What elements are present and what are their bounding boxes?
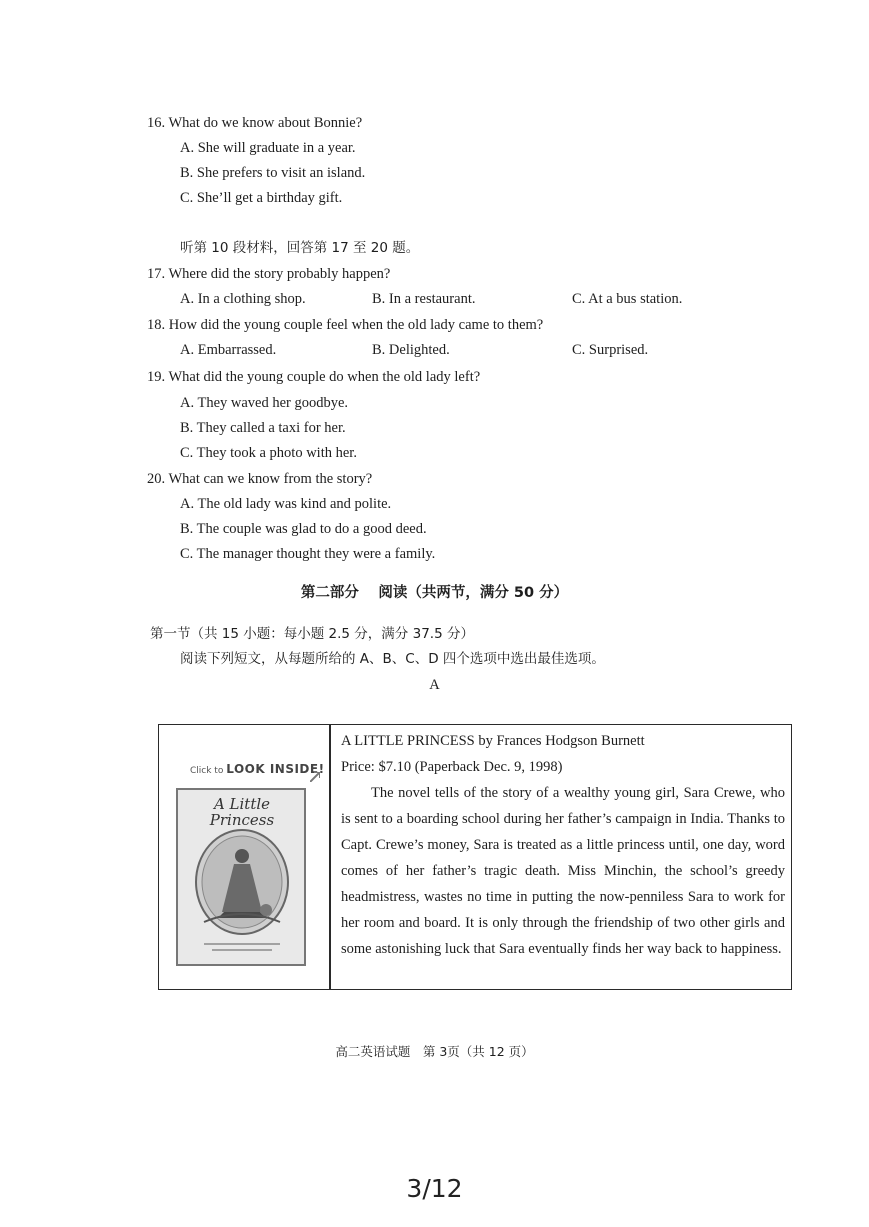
section-10-note: 听第 10 段材料，回答第 17 至 20 题。 bbox=[180, 240, 420, 256]
question-16: 16. What do we know about Bonnie? bbox=[147, 115, 363, 131]
q18-option-c: C. Surprised. bbox=[572, 342, 649, 358]
princess-illustration-icon bbox=[184, 826, 300, 938]
cover-author-scribble-icon bbox=[202, 940, 282, 954]
q20-option-c: C. The manager thought they were a family. bbox=[180, 546, 436, 562]
question-17: 17. Where did the story probably happen? bbox=[147, 266, 391, 282]
book-image-panel bbox=[168, 750, 323, 975]
look-inside-link[interactable] bbox=[190, 762, 325, 776]
book-price-line: Price: $7.10 (Paperback Dec. 9, 1998) bbox=[341, 759, 563, 775]
q20-option-a: A. The old lady was kind and polite. bbox=[180, 496, 392, 512]
q18-option-b: B. Delighted. bbox=[372, 342, 450, 358]
q18-options bbox=[0, 342, 869, 360]
book-cover-title: A Little Princess bbox=[209, 795, 275, 829]
question-19: 19. What did the young couple do when the old lady left? bbox=[147, 369, 481, 385]
q16-option-a: A. She will graduate in a year. bbox=[180, 140, 356, 156]
book-cover-image[interactable] bbox=[176, 788, 306, 966]
part-2-heading: 第二部分 阅读（共两节，满分 50 分） bbox=[300, 585, 569, 601]
book-cover-subtitle bbox=[184, 940, 300, 957]
look-inside-prefix: Click to bbox=[190, 766, 224, 776]
page-indicator: 3/12 bbox=[406, 1174, 463, 1203]
q17-option-b: B. In a restaurant. bbox=[372, 291, 476, 307]
q17-options bbox=[0, 291, 869, 309]
look-inside-label: LOOK INSIDE! bbox=[226, 762, 325, 776]
page-footer: 高二英语试题 第 3页（共 12 页） bbox=[335, 1044, 534, 1059]
passage-letter: A bbox=[429, 677, 440, 693]
section-1-instruction: 阅读下列短文，从每题所给的 A、B、C、D 四个选项中选出最佳选项。 bbox=[180, 651, 605, 667]
q17-option-a: A. In a clothing shop. bbox=[180, 291, 306, 307]
q19-option-c: C. They took a photo with her. bbox=[180, 445, 357, 461]
book-title-line: A LITTLE PRINCESS by Frances Hodgson Burnett bbox=[341, 733, 645, 749]
q20-option-b: B. The couple was glad to do a good deed. bbox=[180, 521, 427, 537]
q19-option-a: A. They waved her goodbye. bbox=[180, 395, 349, 411]
q19-option-b: B. They called a taxi for her. bbox=[180, 420, 346, 436]
question-18: 18. How did the young couple feel when the old lady came to them? bbox=[147, 317, 544, 333]
box-divider bbox=[329, 724, 331, 990]
book-description: The novel tells of the story of a wealthy young girl, Sara Crewe, who is sent to a boarding school during her father’s campaign in India. Thanks to Capt. Crewe’s money, Sara is treated as a little princess until, one day, word comes of her father’s tragic death. Miss Minchin, the school’s greedy headmistress, wastes no time in putting the now-penniless Sara to work for her room and board. It is only through the friendship of two other girls and some astonishing luck that Sara eventually finds her way back to happiness. bbox=[341, 785, 785, 957]
q16-option-b: B. She prefers to visit an island. bbox=[180, 165, 366, 181]
question-20: 20. What can we know from the story? bbox=[147, 471, 373, 487]
q17-option-c: C. At a bus station. bbox=[572, 291, 683, 307]
q16-option-c: C. She’ll get a birthday gift. bbox=[180, 190, 343, 206]
q18-option-a: A. Embarrassed. bbox=[180, 342, 277, 358]
section-1-title: 第一节（共 15 小题：每小题 2.5 分，满分 37.5 分） bbox=[150, 626, 474, 642]
look-inside-arrow-icon bbox=[310, 772, 320, 782]
